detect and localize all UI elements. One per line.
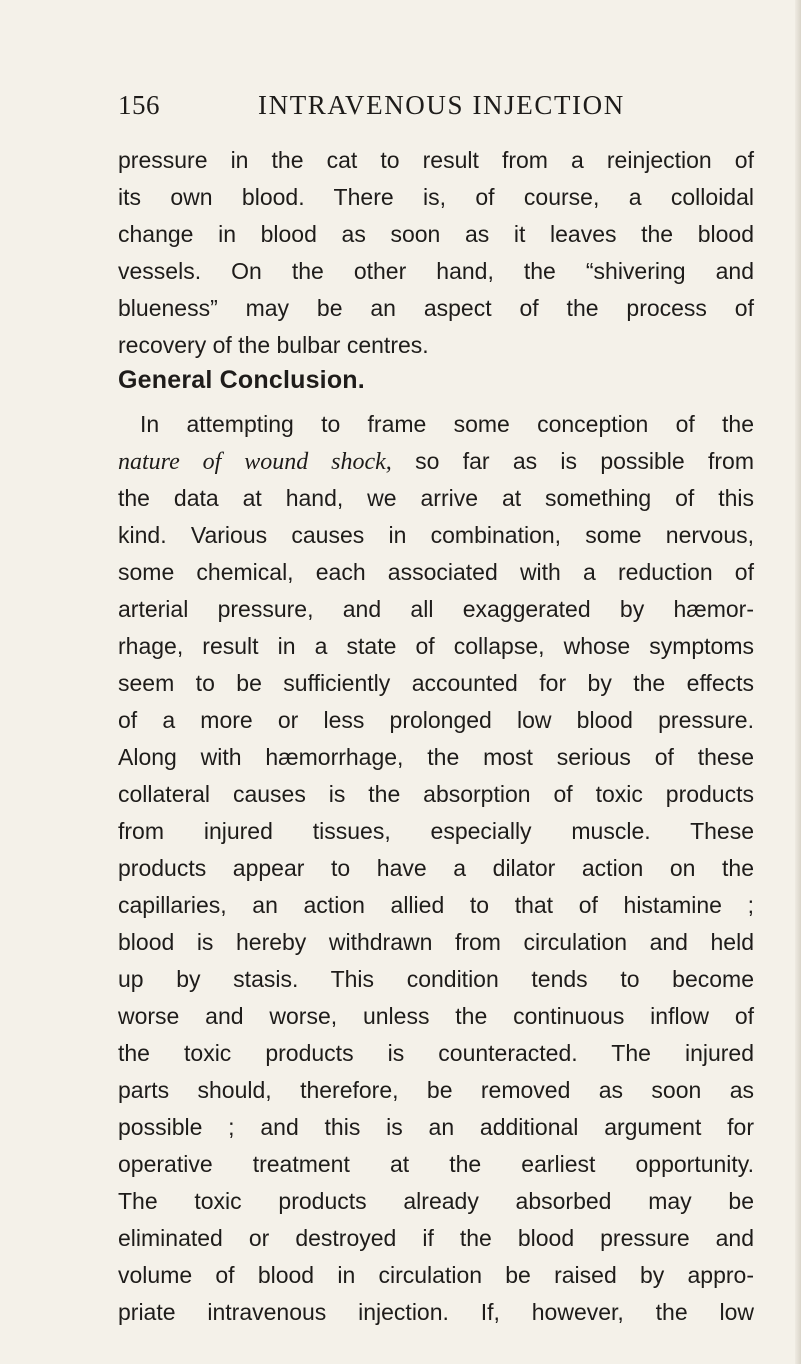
text-line: from injured tissues, especially muscle. These bbox=[118, 818, 754, 844]
text-line: the data at hand, we arrive at something of this bbox=[118, 485, 754, 511]
text-line: rhage, result in a state of collapse, whose symptoms bbox=[118, 633, 754, 659]
page-number: 156 bbox=[118, 90, 160, 120]
text-line: priate intravenous injection. If, however, the low bbox=[118, 1299, 754, 1325]
page-edge-shadow bbox=[795, 0, 801, 1364]
text-line: capillaries, an action allied to that of histamine ; bbox=[118, 892, 754, 918]
text-line: seem to be sufficiently accounted for by the effects bbox=[118, 670, 754, 696]
text-line: change in blood as soon as it leaves the blood bbox=[118, 221, 754, 247]
text-line-content: so far as is possible from bbox=[415, 448, 755, 474]
text-line: Along with hæmorrhage, the most serious of these bbox=[118, 744, 754, 770]
text-line: the toxic products is counteracted. The injured bbox=[118, 1040, 754, 1066]
paragraph-continued bbox=[118, 142, 754, 364]
text-line: collateral causes is the absorption of toxic products bbox=[118, 781, 754, 807]
running-title: INTRAVENOUS INJECTION bbox=[258, 90, 625, 120]
text-line: products appear to have a dilator action on the bbox=[118, 855, 754, 881]
paragraph-general-conclusion bbox=[118, 406, 754, 1331]
text-line: blood is hereby withdrawn from circulation and held bbox=[118, 929, 754, 955]
text-line: parts should, therefore, be removed as soon as bbox=[118, 1077, 754, 1103]
text-line: of a more or less prolonged low blood pressure. bbox=[118, 707, 754, 733]
text-line: arterial pressure, and all exaggerated by hæmor- bbox=[118, 596, 754, 622]
text-line: possible ; and this is an additional argument for bbox=[118, 1114, 754, 1140]
text-line: kind. Various causes in combination, some nervous, bbox=[118, 522, 754, 548]
text-line: operative treatment at the earliest opportunity. bbox=[118, 1151, 754, 1177]
text-line: eliminated or destroyed if the blood pressure and bbox=[118, 1225, 754, 1251]
text-line: vessels. On the other hand, the “shivering and bbox=[118, 258, 754, 284]
text-line bbox=[118, 443, 754, 480]
text-line: some chemical, each associated with a reduction of bbox=[118, 559, 754, 585]
text-line: worse and worse, unless the continuous inflow of bbox=[118, 1003, 754, 1029]
italic-phrase: nature of wound shock, bbox=[118, 449, 392, 475]
text-line: recovery of the bulbar centres. bbox=[118, 332, 429, 358]
running-head bbox=[118, 90, 678, 130]
text-line bbox=[118, 406, 754, 443]
text-line: blueness” may be an aspect of the process of bbox=[118, 295, 754, 321]
section-heading: General Conclusion. bbox=[118, 366, 365, 394]
text-line: up by stasis. This condition tends to become bbox=[118, 966, 754, 992]
text-line: volume of blood in circulation be raised by appro- bbox=[118, 1262, 754, 1288]
text-line-content: In attempting to frame some conception of the bbox=[140, 411, 754, 437]
text-line: The toxic products already absorbed may be bbox=[118, 1188, 754, 1214]
text-line: its own blood. There is, of course, a colloidal bbox=[118, 184, 754, 210]
text-line: pressure in the cat to result from a reinjection of bbox=[118, 147, 754, 173]
